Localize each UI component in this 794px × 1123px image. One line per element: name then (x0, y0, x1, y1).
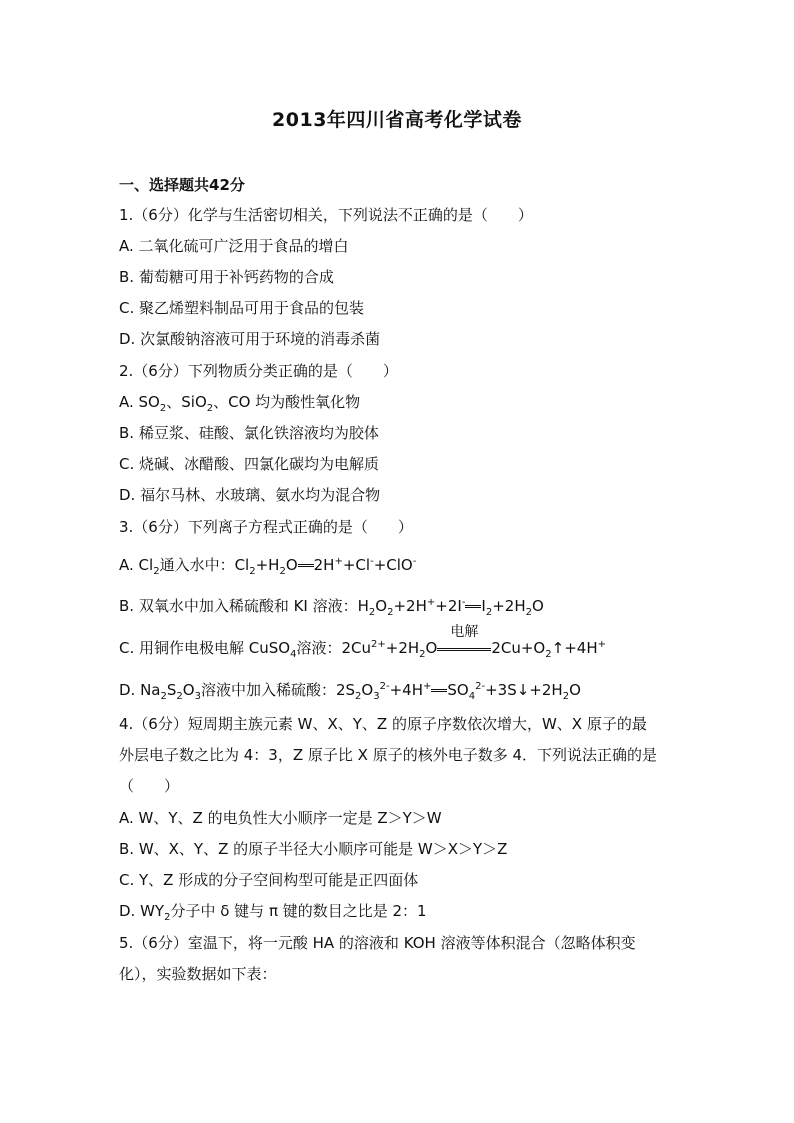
electrolysis-condition: 电解 (450, 624, 479, 640)
question-1-option-a: A. 二氧化硫可广泛用于食品的增白 (119, 237, 349, 255)
question-1-stem: 1.（6分）化学与生活密切相关，下列说法不正确的是（ ） (119, 206, 533, 224)
question-2-option-a: A. $SO_2$、SiO$_2$、CO 均为酸性氧化物 (119, 393, 361, 414)
question-1-option-b: B. 葡萄糖可用于补钙药物的合成 (119, 268, 334, 286)
question-1-option-c: C. 聚乙烯塑料制品可用于食品的包装 (119, 299, 365, 317)
question-3-option-b: B. 双氧水中加入稀硫酸和 KI 溶液：$H_2O_2+2H^++2I^-$ $I_2+2H_2O$ (119, 597, 544, 618)
question-2-option-b: B. 稀豆浆、硅酸、氯化铁溶液均为胶体 (119, 424, 379, 442)
question-4-option-c: C. Y、Z 形成的分子空间构型可能是正四面体 (119, 871, 419, 889)
question-5-stem-line-1: 5.（6分）室温下，将一元酸 HA 的溶液和 KOH 溶液等体积混合（忽略体积变 (119, 934, 636, 952)
question-2-option-c: C. 烧碱、冰醋酸、四氯化碳均为电解质 (119, 455, 380, 473)
question-1-option-d: D. 次氯酸钠溶液可用于环境的消毒杀菌 (119, 330, 381, 348)
question-3-option-a: A. $Cl_2$通入水中：$Cl_2+H_2O$ 2H++Cl-+ClO- (119, 556, 417, 577)
question-3-option-d: D. $Na_2S_2O_3$溶液中加入稀硫酸：$2S_2O_3^{2-}+4H^+$ $SO_4^{2-}+3S↓+2H_2O$ (119, 681, 581, 702)
question-4-option-b: B. W、X、Y、Z 的原子半径大小顺序可能是 W＞X＞Y＞Z (119, 840, 508, 858)
section-heading: 一、选择题共42分 (119, 176, 245, 194)
question-2-stem: 2.（6分）下列物质分类正确的是（ ） (119, 362, 398, 380)
question-4-option-d: D. $WY_2$分子中 δ 键与 π 键的数目之比是 2：1 (119, 902, 427, 923)
page-title: 2013年四川省高考化学试卷 (272, 109, 522, 131)
question-5-stem-line-2: 化），实验数据如下表： (119, 965, 277, 983)
question-2-option-d: D. 福尔马林、水玻璃、氨水均为混合物 (119, 486, 381, 504)
question-4-stem-line-1: 4.（6分）短周期主族元素 W、X、Y、Z 的原子序数依次增大，W、X 原子的最 (119, 715, 647, 733)
question-4-option-a: A. W、Y、Z 的电负性大小顺序一定是 Z＞Y＞W (119, 809, 442, 827)
question-4-stem-line-2: 外层电子数之比为 4：3，Z 原子比 X 原子的核外电子数多 4．下列说法正确的是 (119, 746, 658, 764)
question-3-option-c: C. 用铜作电极电解 CuSO$_4$溶液：$2Cu^{2+}+2H_2O$ 电解 $2Cu+O_2↑+4H^+$ (119, 637, 606, 659)
question-4-stem-line-3: （ ） (119, 777, 180, 795)
question-3-stem: 3.（6分）下列离子方程式正确的是（ ） (119, 518, 413, 536)
